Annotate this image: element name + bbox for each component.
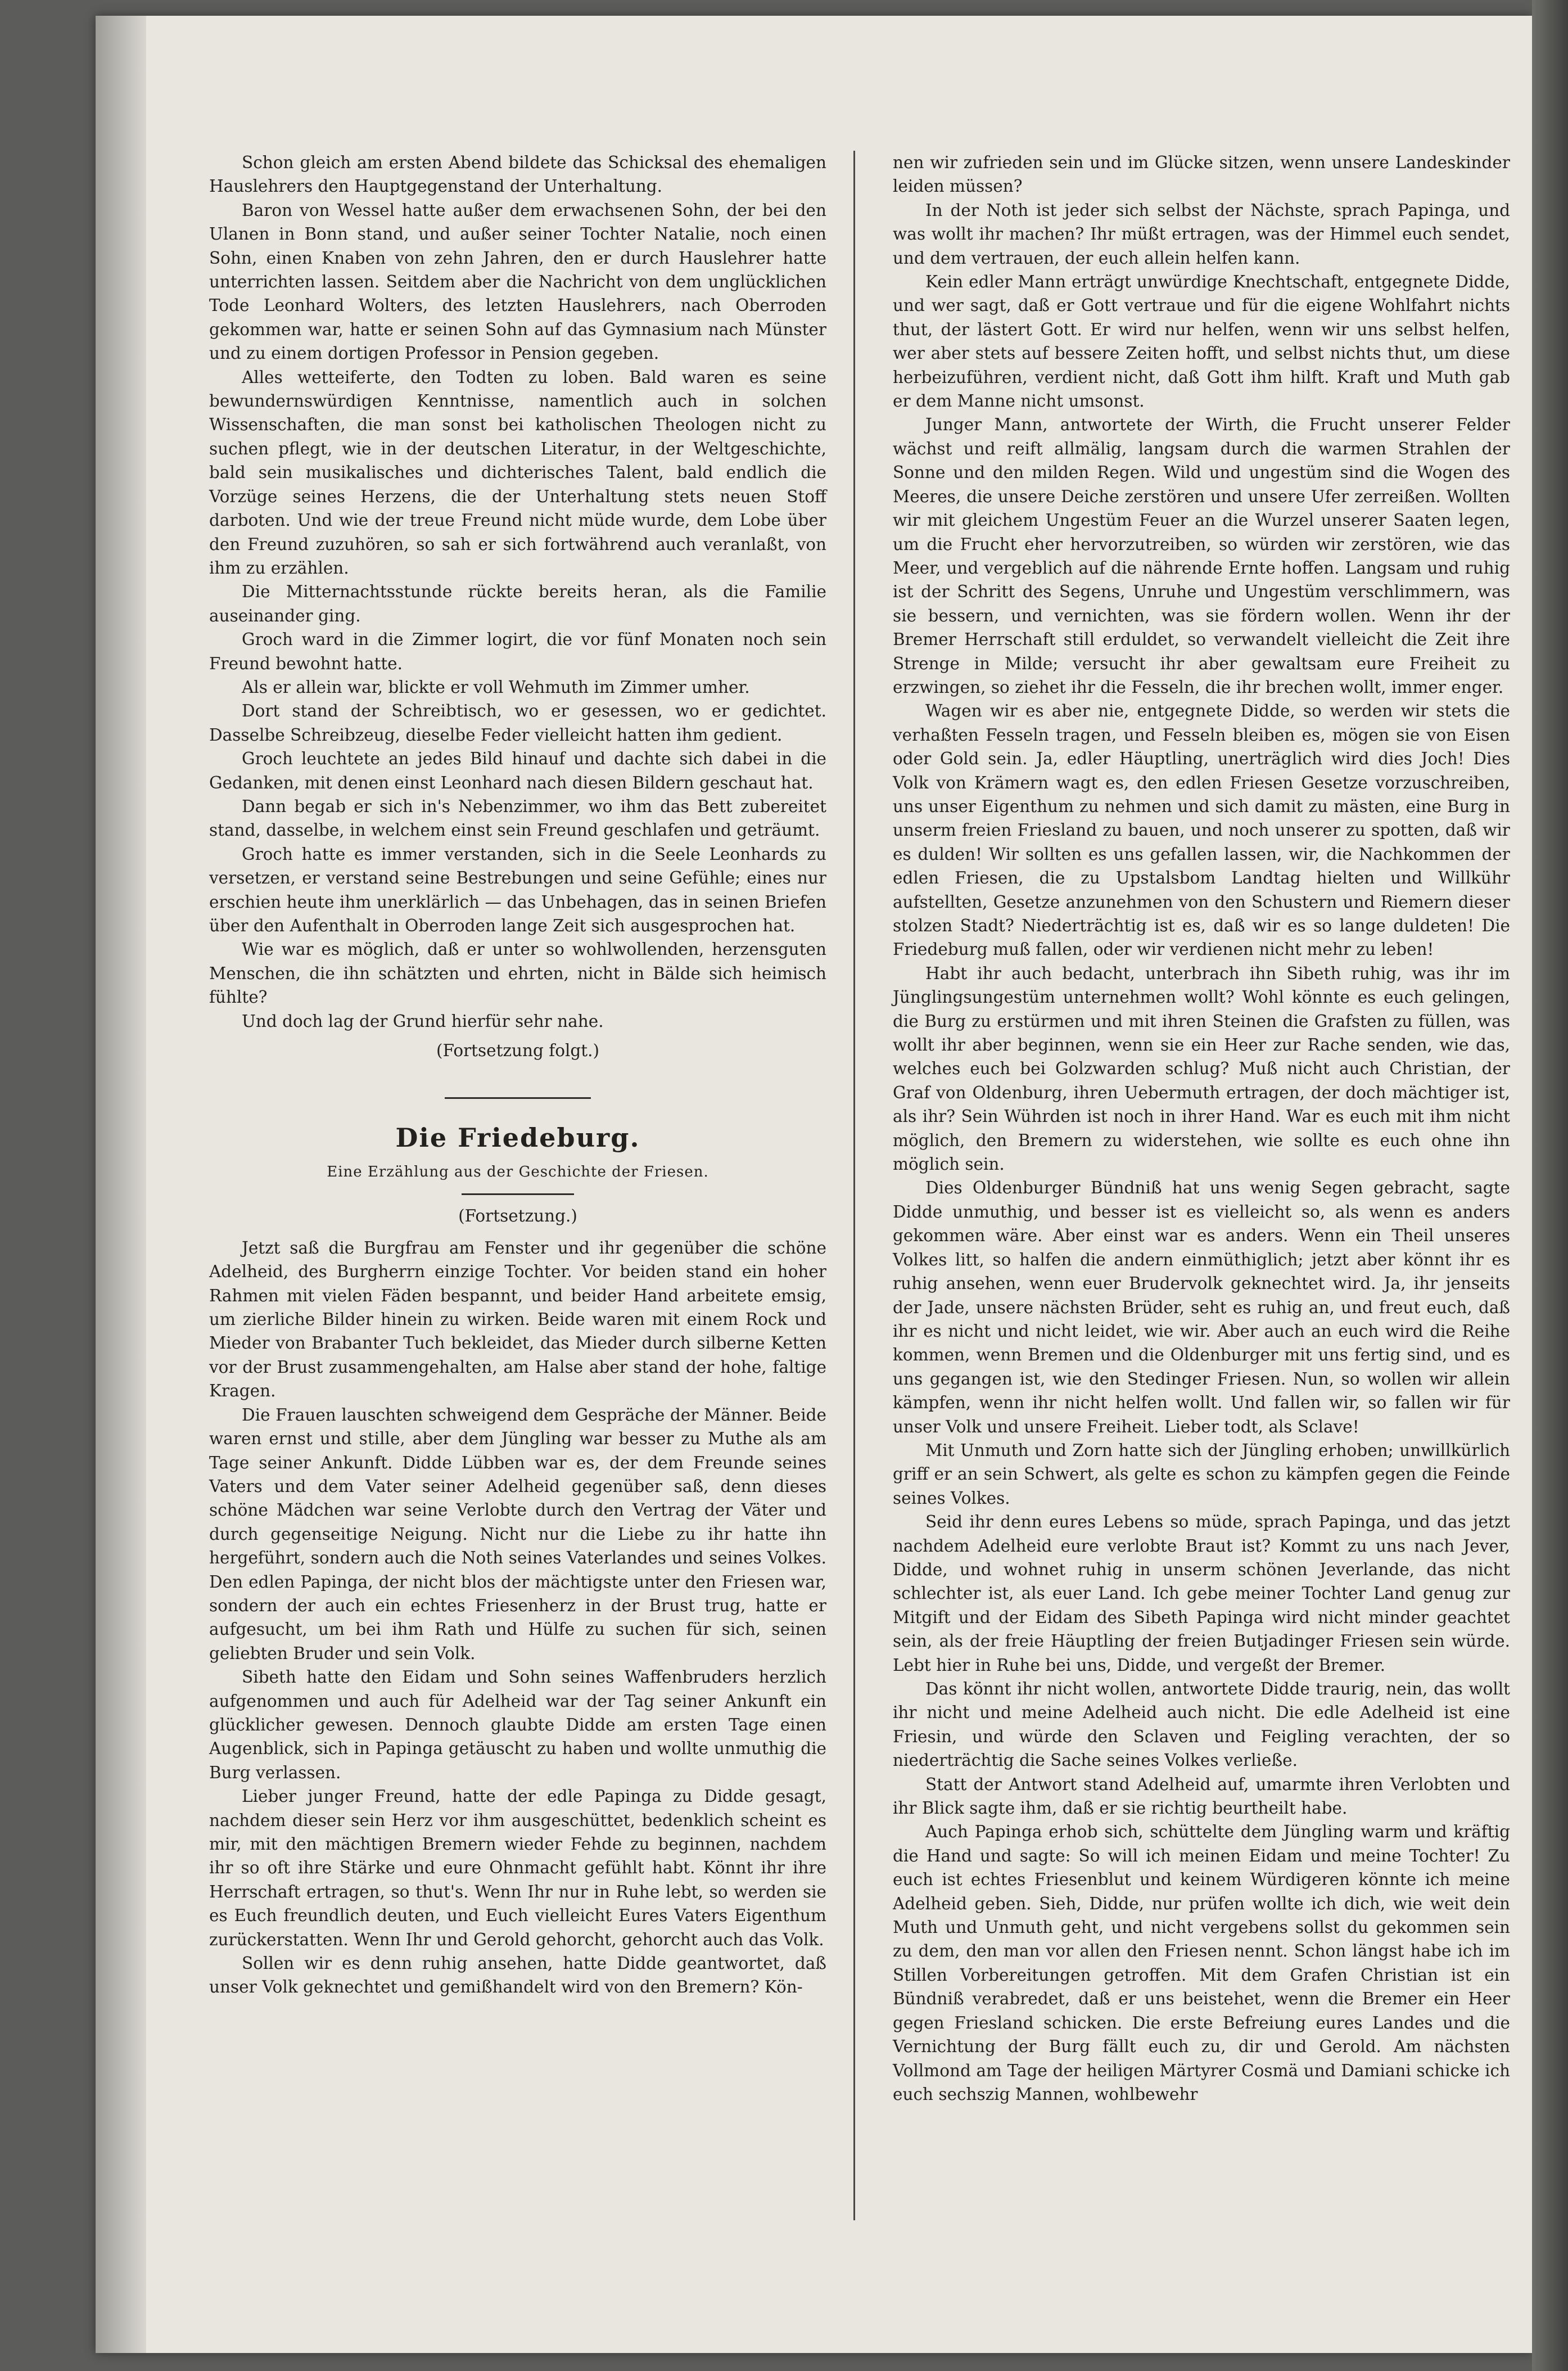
- paragraph: Wagen wir es aber nie, entgegnete Didde, so werden wir stets die verhaßten Fesseln tragen, und Fesseln bleiben es, mögen sie von Eisen oder Gold sein. Ja, edler Häuptling, unerträglich wird dies Joch! Dies Volk von Krämern wagt es, den edlen Friesen Gesetze vorzuschreiben, uns unser Eigenthum zu nehmen und sich damit zu mästen, eine Burg in unserm freien Friesland zu bauen, und noch unserer zu spotten, daß wir es dulden! Wir sollten es uns gefallen lassen, wir, die Nachkommen der edlen Friesen, die zu Upstalsbom Landtag hielten und Willkühr aufstellten, Gesetze anzunehmen von den Schustern und Riemern dieser stolzen Stadt? Niederträchtig ist es, daß wir es so lange duldeten! Die Friedeburg muß fallen, oder wir verdienen nicht mehr zu leben!: [893, 701, 1510, 959]
- paragraph: Groch hatte es immer verstanden, sich in die Seele Leonhards zu versetzen, er verstand seine Bestrebungen und seine Gefühle; eines nur erschien heute ihm unerklärlich — das Unbehagen, das in seinen Briefen über den Aufenthalt in Oberroden lange Zeit sich ausgesprochen hat.: [209, 844, 826, 935]
- paragraph: Die Mitternachtsstunde rückte bereits heran, als die Familie auseinander ging.: [209, 582, 826, 625]
- paragraph: Kein edler Mann erträgt unwürdige Knechtschaft, entgegnete Didde, und wer sagt, daß er Gott vertraue und für die eigene Wohlfahrt nichts thut, der lästert Gott. Er wird nur helfen, wenn wir uns selbst helfen, wer aber stets auf bessere Zeiten hofft, und selbst nichts thut, um diese herbeizuführen, verdient nicht, daß Gott ihm hilft. Kraft und Muth gab er dem Manne nicht umsonst.: [893, 272, 1510, 411]
- paragraph: Dann begab er sich in's Nebenzimmer, wo ihm das Bett zubereitet stand, dasselbe, in welchem einst sein Freund geschlafen und geträumt.: [209, 796, 826, 840]
- paragraph: Dies Oldenburger Bündniß hat uns wenig Segen gebracht, sagte Didde unmuthig, und besser ist es vielleicht so, als wenn es anders gekommen wäre. Aber einst war es anders. Wenn ein Theil unseres Volkes litt, so halfen die andern einmüthiglich; jetzt aber könnt ihr es ruhig ansehen, wenn euer Brudervolk geknechtet wird. Ja, ihr jenseits der Jade, unsere nächsten Brüder, seht es ruhig an, und freut euch, daß ihr es nicht und nicht leidet, wie wir. Aber auch an euch wird die Reihe kommen, wenn Bremen und die Oldenburger mit uns fertig sind, und es uns gegangen ist, wie den Stedinger Friesen. Nun, so wollen wir allein kämpfen, wenn ihr nicht helfen wollt. Und fallen wir, so fallen wir für unser Volk und unsere Freiheit. Lieber todt, als Sclave!: [893, 1178, 1510, 1436]
- right-column: [893, 151, 1510, 2106]
- subtitle-rule: [462, 1193, 574, 1195]
- paragraph: Jetzt saß die Burgfrau am Fenster und ihr gegenüber die schöne Adelheid, des Burgherrn einzige Tochter. Vor beiden stand ein hoher Rahmen mit vielen Fäden bespannt, und beider Hand arbeitete emsig, um zierliche Bilder hinein zu wirken. Beide waren mit einem Rock und Mieder von Brabanter Tuch bekleidet, das Mieder durch silberne Ketten vor der Brust zusammengehalten, am Halse aber stand der hohe, faltige Kragen.: [209, 1238, 826, 1401]
- paragraph: In der Noth ist jeder sich selbst der Nächste, sprach Papinga, und was wollt ihr machen? Ihr müßt ertragen, was der Himmel euch sendet, und dem vertrauen, der euch allein helfen kann.: [893, 200, 1510, 268]
- paragraph: Und doch lag der Grund hierfür sehr nahe.: [242, 1011, 604, 1031]
- story-previous-section: [209, 151, 826, 1062]
- left-column: [209, 151, 826, 1999]
- paragraph: Mit Unmuth und Zorn hatte sich der Jüngling erhoben; unwillkürlich griff er an sein Schwert, als gelte es schon zu kämpfen gegen die Feinde seines Volkes.: [893, 1440, 1510, 1508]
- story-title: Die Friedeburg.: [395, 1123, 640, 1153]
- fortsetzung-label: (Fortsetzung.): [458, 1206, 577, 1226]
- continuation-note: (Fortsetzung folgt.): [436, 1041, 600, 1061]
- paragraph: Alles wetteiferte, den Todten zu loben. Bald waren es seine bewundernswürdigen Kenntnisse, namentlich auch in solchen Wissenschaften, die man sonst bei katholischen Theologen nicht zu suchen pflegt, wie in der deutschen Literatur, in der Weltgeschichte, bald sein musikalisches und dichterisches Talent, bald endlich die Vorzüge seines Herzens, die der Unterhaltung stets neuen Stoff darboten. Und wie der treue Freund nicht müde wurde, dem Lobe über den Freund zuzuhören, so sah er sich fortwährend auch veranlaßt, von ihm zu erzählen.: [209, 367, 826, 578]
- paragraph: Die Frauen lauschten schweigend dem Gespräche der Männer. Beide waren ernst und stille, aber dem Jüngling war besser zu Muthe als am Tage seiner Ankunft. Didde Lübben war es, der dem Freunde seines Vaters und dem Vater seiner Adelheid gegenüber saß, denn dieses schöne Mädchen war seine Verlobte durch den Vertrag der Väter und durch gegenseitige Neigung. Nicht nur die Liebe zu ihr hatte ihn hergeführt, sondern auch die Noth seines Vaterlandes und seines Volkes. Den edlen Papinga, der nicht blos der mächtigste unter den Friesen war, sondern der auch ein echtes Friesenherz in der Brust trug, hatte er aufgesucht, um bei ihm Rath und Hülfe zu suchen für sich, seinen geliebten Bruder und sein Volk.: [209, 1405, 826, 1663]
- column-divider: [853, 151, 855, 2220]
- paragraph: Habt ihr auch bedacht, unterbrach ihn Sibeth ruhig, was ihr im Jünglingsungestüm unternehmen wollt? Wohl könnte es euch gelingen, die Burg zu erstürmen und mit ihren Steinen die Grafsten zu füllen, was wollt ihr aber beginnen, wenn sie ein Heer zur Rache senden, wie das, welches euch bei Golzwarden schlug? Muß nicht auch Christian, der Graf von Oldenburg, ihren Uebermuth ertragen, der doch mächtiger ist, als ihr? Sein Wührden ist noch in ihrer Hand. War es euch mit ihm nicht möglich, den Bremern zu widerstehen, wie sollte es euch ohne ihn möglich sein.: [893, 963, 1510, 1174]
- paragraph: Seid ihr denn eures Lebens so müde, sprach Papinga, und das jetzt nachdem Adelheid eure verlobte Braut ist? Kommt zu uns nach Jever, Didde, und wohnet ruhig in unserm schönen Jeverlande, das nicht schlechter ist, als euer Land. Ich gebe meiner Tochter Land genug zur Mitgift und der Eidam des Sibeth Papinga wird nicht minder geachtet sein, als der freie Häuptling der freien Butjadinger Friesen sein würde. Lebt hier in Ruhe bei uns, Didde, und vergeßt der Bremer.: [893, 1512, 1510, 1675]
- paragraph: Wie war es möglich, daß er unter so wohlwollenden, herzensguten Menschen, die ihn schätzten und ehrten, nicht in Bälde sich heimisch fühlte?: [209, 940, 826, 1007]
- page-gutter-shadow: [96, 16, 146, 2353]
- paragraph: Schon gleich am ersten Abend bildete das Schicksal des ehemaligen Hauslehrers den Hauptgegenstand der Unterhaltung.: [209, 153, 826, 196]
- paragraph: Groch ward in die Zimmer logirt, die vor fünf Monaten noch sein Freund bewohnt hatte.: [209, 630, 826, 673]
- paragraph: Auch Papinga erhob sich, schüttelte dem Jüngling warm und kräftig die Hand und sagte: So will ich meinen Eidam und meine Tochter! Zu euch ist echtes Friesenblut und keinem Würdigeren könnte ich meine Adelheid geben. Sieh, Didde, nur prüfen wollte ich dich, wie weit dein Muth und Unmuth geht, und nicht vergebens sollst du gekommen sein zu dem, den man vor allen den Friesen nennt. Schon längst habe ich im Stillen Vorbereitungen getroffen. Mit dem Grafen Christian ist ein Bündniß verabredet, daß er uns beistehet, wenn die Bremer ein Heer gegen Friesland schicken. Die erste Befreiung eures Landes und die Vernichtung der Burg fällt euch zu, dir und Gerold. Am nächsten Vollmond am Tage der heiligen Märtyrer Cosmä und Damiani schicke ich euch sechszig Mannen, wohlbewehr: [893, 1822, 1510, 2104]
- paragraph: Als er allein war, blickte er voll Wehmuth im Zimmer umher.: [242, 677, 750, 697]
- paragraph: Junger Mann, antwortete der Wirth, die Frucht unserer Felder wächst und reift allmälig, langsam durch die warmen Strahlen der Sonne und den milden Regen. Wild und ungestüm sind die Wogen des Meeres, die unsere Deiche zerstören und unsere Ufer zerreißen. Wollten wir mit gleichem Ungestüm Feuer an die Wurzel unserer Saaten legen, um die Frucht eher hervorzutreiben, so würden wir zerstören, wie das Meer, und vergeblich auf die nährende Ernte hoffen. Langsam und ruhig ist der Schritt des Segens, Unruhe und Ungestüm verschlimmern, was sie bessern, und vernichten, was sie fördern wollen. Wenn ihr der Bremer Herrschaft still erduldet, so verwandelt vielleicht die Zeit ihre Strenge in Milde; versucht ihr aber gewaltsam eure Freiheit zu erzwingen, so ziehet ihr die Fesseln, die ihr brechen wollt, immer enger.: [893, 415, 1510, 697]
- paragraph: Lieber junger Freund, hatte der edle Papinga zu Didde gesagt, nachdem dieser sein Herz vor ihm ausgeschüttet, bedenklich scheint es mir, mit den mächtigen Bremern wieder Fehde zu beginnen, nachdem ihr so oft ihre Stärke und eure Ohnmacht gefühlt habt. Könnt ihr ihre Herrschaft ertragen, so thut's. Wenn Ihr nur in Ruhe lebt, so werden sie es Euch freundlich deuten, und Euch vielleicht Eures Vaters Eigenthum zurückerstatten. Wenn Ihr und Gerold gehorcht, gehorcht auch das Volk.: [209, 1787, 826, 1949]
- paragraph: nen wir zufrieden sein und im Glücke sitzen, wenn unsere Landeskinder leiden müssen?: [893, 153, 1510, 196]
- story-subtitle: Eine Erzählung aus der Geschichte der Friesen.: [327, 1164, 709, 1181]
- page-edge: [1532, 0, 1568, 2371]
- section-rule: [445, 1097, 591, 1099]
- paragraph: Baron von Wessel hatte außer dem erwachsenen Sohn, der bei den Ulanen in Bonn stand, und außer seiner Tochter Natalie, noch einen Sohn, einen Knaben von zehn Jahren, den er durch Hauslehrer hatte unterrichten lassen. Seitdem aber die Nachricht von dem unglücklichen Tode Leonhard Wolters, des letzten Hauslehrers, nach Oberroden gekommen war, hatte er seinen Sohn auf das Gymnasium nach Münster und zu einem dortigen Professor in Pension gegeben.: [209, 200, 826, 363]
- paragraph: Sollen wir es denn ruhig ansehen, hatte Didde geantwortet, daß unser Volk geknechtet und gemißhandelt wird von den Bremern? Kön-: [209, 1954, 826, 1997]
- paragraph: Groch leuchtete an jedes Bild hinauf und dachte sich dabei in die Gedanken, mit denen einst Leonhard nach diesen Bildern geschaut hat.: [209, 749, 826, 792]
- paragraph: Sibeth hatte den Eidam und Sohn seines Waffenbruders herzlich aufgenommen und auch für Adelheid war der Tag seiner Ankunft ein glücklicher gewesen. Dennoch glaubte Didde am ersten Tage einen Augenblick, sich in Papinga getäuscht zu haben und wollte unmuthig die Burg verlassen.: [209, 1667, 826, 1782]
- paragraph: Statt der Antwort stand Adelheid auf, umarmte ihren Verlobten und ihr Blick sagte ihm, daß er sie richtig beurtheilt habe.: [893, 1774, 1510, 1818]
- paragraph: Dort stand der Schreibtisch, wo er gesessen, wo er gedichtet. Dasselbe Schreibzeug, dieselbe Feder vielleicht hatten ihm gedient.: [209, 701, 826, 745]
- story-friedeburg-section: [209, 1236, 826, 1999]
- paragraph: Das könnt ihr nicht wollen, antwortete Didde traurig, nein, das wollt ihr nicht und meine Adelheid auch nicht. Die edle Adelheid ist eine Friesin, und würde den Sclaven und Feigling verachten, der so niederträchtig die Sache seines Volkes verließe.: [893, 1679, 1510, 1770]
